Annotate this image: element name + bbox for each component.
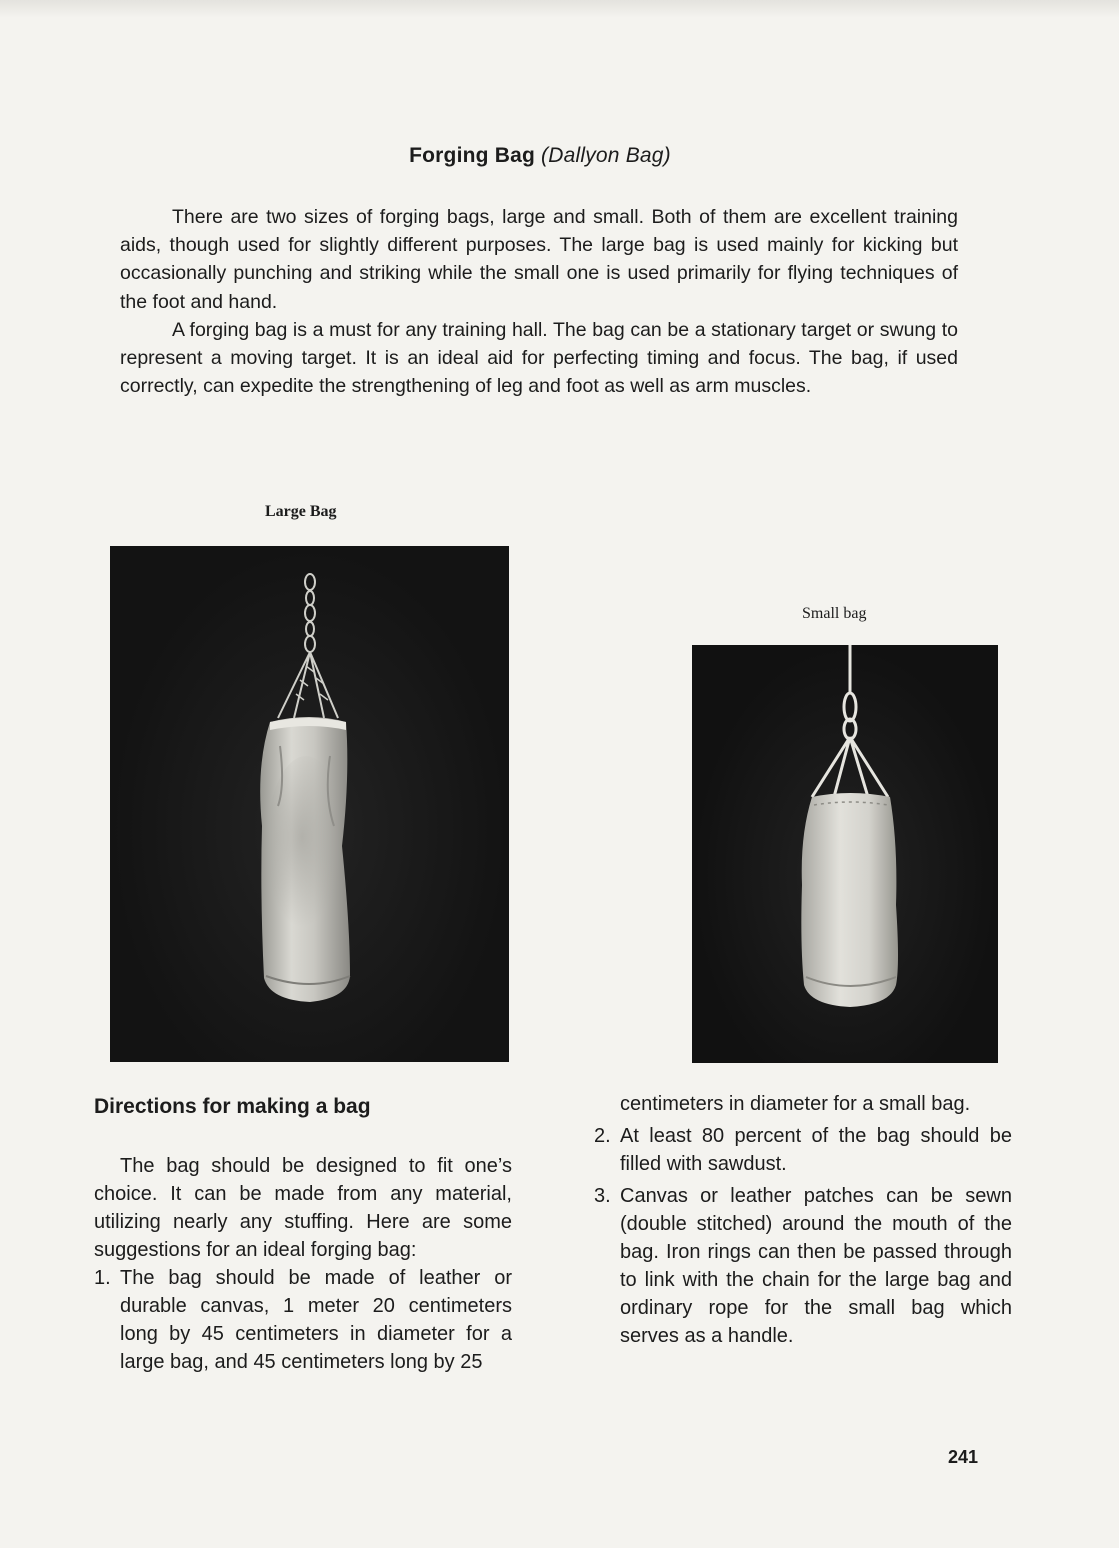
small-bag-caption: Small bag — [802, 605, 867, 622]
title-main: Forging Bag — [409, 144, 535, 167]
rope — [812, 645, 888, 797]
page-title — [0, 144, 1080, 168]
chain — [278, 574, 338, 718]
title-subtitle: (Dallyon Bag) — [541, 144, 671, 167]
large-bag-illustration — [110, 546, 509, 1062]
scan-edge-shadow — [0, 0, 1119, 18]
directions-list-continued — [594, 1090, 1012, 1350]
directions-right-column — [594, 1090, 1012, 1350]
directions-heading: Directions for making a bag — [94, 1095, 371, 1118]
item-1-text-b: centimeters in diameter for a small bag. — [620, 1093, 971, 1115]
intro-text — [120, 203, 958, 400]
item-1-number: 1. — [94, 1267, 111, 1289]
item-3-text: Canvas or leather patches can be sewn (double stitched) around the mouth of the bag. Iron rings can then be passed through to link with the chain for the large bag and ordinary rope for the small bag which serves as a handle. — [620, 1185, 1012, 1347]
directions-item-2 — [594, 1122, 1012, 1178]
item-2-number: 2. — [594, 1125, 611, 1147]
directions-item-1-continued — [594, 1090, 1012, 1118]
large-bag-photo — [110, 546, 509, 1062]
intro-paragraph-2: A forging bag is a must for any training hall. The bag can be a stationary target or swung to represent a moving target. It is an ideal aid for perfecting timing and focus. The bag, if used correctly, can expedite the strengthening of leg and foot as well as arm muscles. — [120, 318, 958, 398]
item-3-number: 3. — [594, 1185, 611, 1207]
small-bag-photo — [692, 645, 998, 1063]
directions-intro: The bag should be designed to fit one’s choice. It can be made from any material, utilizing nearly any stuffing. Here are some suggestions for an ideal forging bag: — [94, 1155, 512, 1261]
item-2-text: At least 80 percent of the bag should be filled with sawdust. — [620, 1125, 1012, 1175]
directions-left-column — [94, 1152, 512, 1376]
directions-item-3 — [594, 1182, 1012, 1350]
directions-item-1 — [94, 1264, 512, 1376]
intro-paragraph-1: There are two sizes of forging bags, large and small. Both of them are excellent training aids, though used for slightly different purposes. The large bag is used mainly for kicking but occasionally punching and striking while the small one is used primarily for flying techniques of the foot and hand. — [120, 206, 958, 313]
small-bag-body — [801, 793, 898, 1007]
small-bag-illustration — [692, 645, 998, 1063]
large-bag-caption: Large Bag — [265, 503, 337, 520]
page-number: 241 — [948, 1447, 979, 1467]
directions-list — [94, 1264, 512, 1376]
item-1-text-a: The bag should be made of leather or durable canvas, 1 meter 20 centimeters long by 45 centimeters in diameter for a large bag, and 45 centimeters long by 25 — [120, 1267, 512, 1373]
